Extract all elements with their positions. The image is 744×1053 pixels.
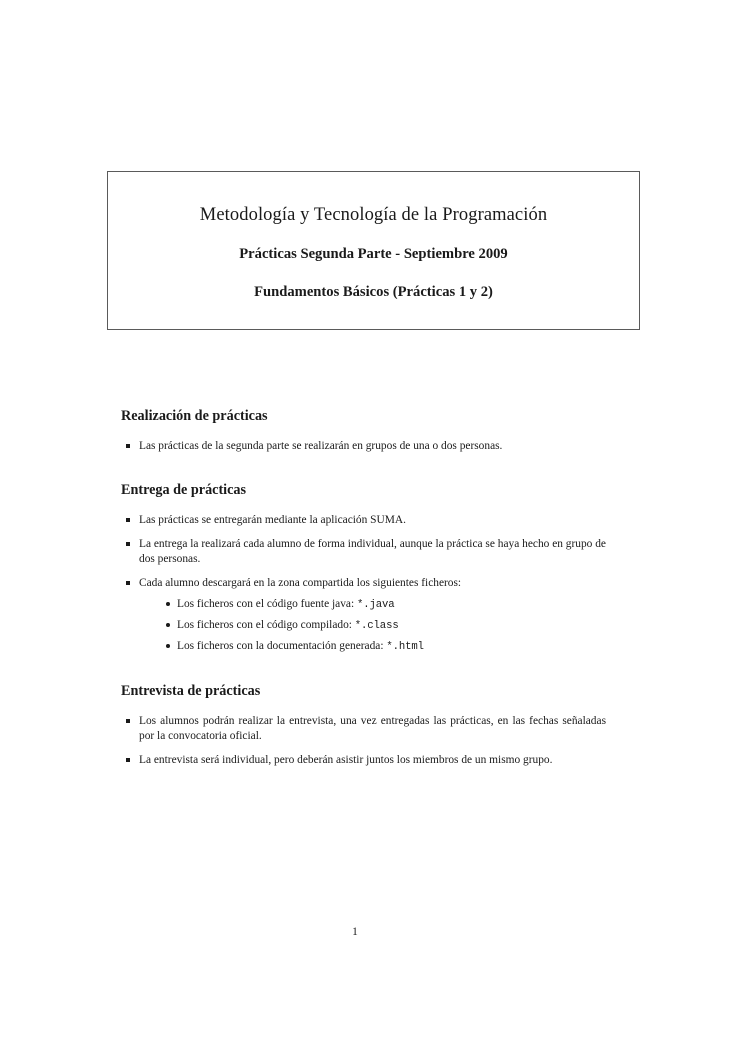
page-title: Metodología y Tecnología de la Programación [199,205,548,225]
round-bullet-icon [166,644,170,648]
square-bullet-icon [126,518,130,522]
bullet-list-entrega [121,513,606,655]
document-body [121,408,606,768]
section-entrega [121,482,606,655]
bullet-list-realizacion [121,439,606,454]
list-item-text: Las prácticas se entregarán mediante la aplicación SUMA. [139,514,406,527]
square-bullet-icon [126,581,130,585]
square-bullet-icon [126,542,130,546]
section-entrevista [121,683,606,768]
section-realizacion [121,408,606,454]
file-extension-java: *.java [356,599,395,612]
file-extension-html: *.html [386,641,424,654]
section-heading-entrevista: Entrevista de prácticas [121,683,261,700]
square-bullet-icon [126,758,130,762]
round-bullet-icon [166,602,170,606]
page-number: 1 [352,926,358,938]
list-item-text: Los ficheros con el código compilado: [177,619,355,632]
list-item-text: Las prácticas de la segunda parte se realizarán en grupos de una o dos personas. [139,440,503,453]
list-item-text: La entrevista será individual, pero deberán asistir juntos los miembros de un mismo grupo. [139,754,553,767]
title-frame [107,171,640,330]
square-bullet-icon [126,719,130,723]
list-item [121,513,606,528]
list-item-text: La entrega la realizará cada alumno de forma individual, aunque la práctica se haya hecho en grupo de dos personas. [139,538,606,566]
list-item-text: Los ficheros con la documentación generada: [177,640,387,653]
list-item [121,439,606,454]
bullet-list-entrevista [121,714,606,768]
section-heading-realizacion: Realización de prácticas [121,408,268,424]
list-item [166,597,606,613]
list-item [121,537,606,567]
list-item [121,714,606,744]
document-subtitle-fundamentals: Fundamentos Básicos (Prácticas 1 y 2) [254,284,493,301]
list-item-text: Los ficheros con el código fuente java: [177,598,357,611]
file-extension-class: *.class [354,620,399,633]
square-bullet-icon [126,444,130,448]
section-heading-entrega: Entrega de prácticas [121,482,247,499]
file-type-sublist [139,597,606,655]
list-item [166,618,606,634]
list-item [121,753,606,768]
list-item [166,639,606,655]
list-item [121,576,606,655]
round-bullet-icon [166,623,170,627]
list-item-text: Cada alumno descargará en la zona compartida los siguientes ficheros: [139,577,462,590]
list-item-text: Los alumnos podrán realizar la entrevista, una vez entregadas las prácticas, en las fechas señaladas por la convocatoria oficial. [139,715,606,743]
document-subtitle-practicals: Prácticas Segunda Parte - Septiembre 2009 [239,246,508,263]
